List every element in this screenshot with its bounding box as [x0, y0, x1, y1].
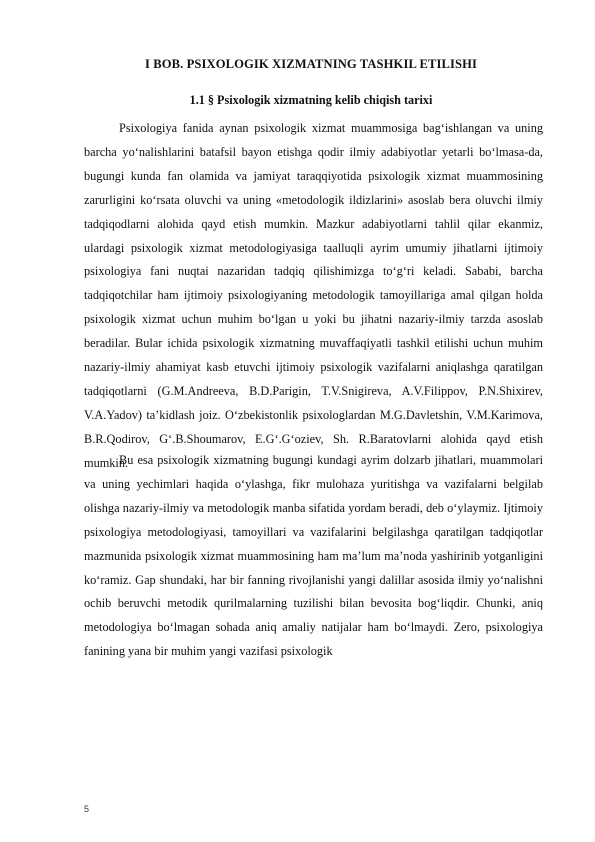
section-title: 1.1 § Psixologik xizmatning kelib chiqish tarixi: [189, 93, 433, 107]
body-paragraph-2: Bu esa psixologik xizmatning bugungi kundagi ayrim dolzarb jihatlari, muammolari va uning yechimlari haqida o‘ylashga, fikr mulohaza yuritishga va vazifalarni belgilab olishga nazariy-ilmiy va metodologik manba sifatida yordam beradi, deb o‘ylaymiz. Ijtimoiy psixologiya metodologiyasi, tamoyillari va vazifalarini belgilashga qaratilgan tadqiqotlar mazmunida psixologik xizmat muammosining ham ma’lum ma’noda yashirinib yotganligini ko‘ramiz. Gap shundaki, har bir fanning rivojlanishi yangi dalillar asosida ilmiy yo‘nalishni ochib beruvchi metodik qurilmalarning tuzilishi bilan bevosita bog‘liqdir. Chunki, aniq metodologiya bo‘lmagan sohada aniq amaliy natijalar ham bo‘lmaydi. Zero, psixologiya fanining yana bir muhim yangi vazifasi psixologik: [84, 453, 543, 659]
body-paragraph-1: Psixologiya fanida aynan psixologik xizmat muammosiga bag‘ishlangan va uning barcha yo‘nalishlarini batafsil bayon etishga qodir ilmiy adabiyotlar yetarli bo‘lmasa-da, bugungi kunda fan olamida va jamiyat taraqqiyotida psixologik xizmat muammosining zarurligini ko‘rsata oluvchi va uning «metodologik ildizlarini» asoslab bera oluvchi ilmiy tadqiqodlarni alohida qayd etish mumkin. Mazkur adabiyotlarni tahlil qilar ekanmiz, ulardagi psixologik xizmat metodologiyasiga taalluqli ayrim umumiy jihatlarni ijtimoiy psixologiya fani nuqtai nazaridan tadqiq qilishimizga to‘g‘ri keladi. Sababi, barcha tadqiqotchilar ham ijtimoiy psixologiyaning metodologik tamoyillariga amal qilgan holda psixologik xizmat uchun muhim bo‘lgan u yoki bu jihatni nazariy-ilmiy tarzda asoslab beradilar. Bular ichida psixologik xizmatning muvaffaqiyatli tashkil etilishi uchun muhim nazariy-ilmiy ahamiyat kasb etuvchi ijtimoiy psixologik vazifalarni aniqlashga qaratilgan tadqiqotlarni (G.M.Andreeva, B.D.Parigin, T.V.Snigireva, A.V.Filippov, P.N.Shixirev, V.A.Yadov) ta’kidlash joiz. O‘zbekistonlik psixologlardan M.G.Davletshin, V.M.Karimova, B.R.Qodirov, G‘.B.Shoumarov, E.G‘.G‘oziev, Sh. R.Baratovlarni alohida qayd etish mumkin.: [84, 121, 543, 470]
chapter-title: I BOB. PSIXOLOGIK XIZMATNING TASHKIL ETILISHI: [144, 57, 478, 71]
page-number: 5: [84, 804, 90, 814]
